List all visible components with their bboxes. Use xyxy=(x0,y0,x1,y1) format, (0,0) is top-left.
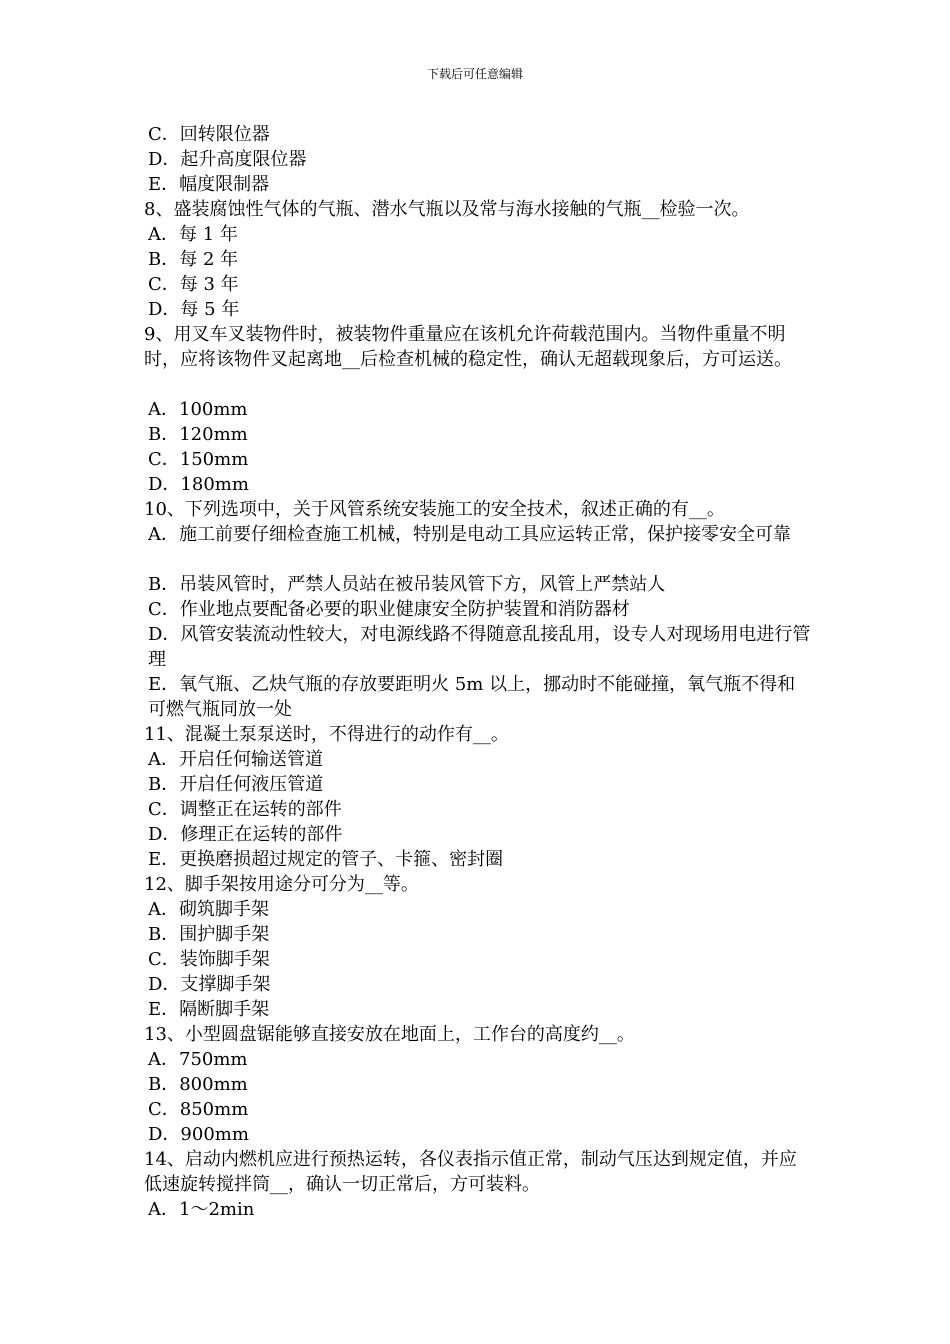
option-text: A．100mm xyxy=(148,399,248,420)
option-text: D．900mm xyxy=(148,1124,249,1145)
option-text: C．850mm xyxy=(148,1099,249,1120)
option-text: A．施工前要仔细检查施工机械，特别是电动工具应运转正常，保护接零安全可靠 xyxy=(148,524,791,545)
option-text: A．750mm xyxy=(148,1049,248,1070)
option-text: D．风管安装流动性较大，对电源线路不得随意乱接乱用，设专人对现场用电进行管理 xyxy=(148,624,811,670)
option-text: D．起升高度限位器 xyxy=(148,149,307,170)
option-text: A．砌筑脚手架 xyxy=(148,899,269,920)
option-text: D．180mm xyxy=(148,474,249,495)
option-text: C．调整正在运转的部件 xyxy=(148,799,342,820)
option-text: D．修理正在运转的部件 xyxy=(148,824,343,845)
option-text: B．120mm xyxy=(148,424,248,445)
option-text: D．支撑脚手架 xyxy=(148,974,271,995)
option-text: B．开启任何液压管道 xyxy=(148,774,324,795)
option-text: C．每 3 年 xyxy=(148,274,239,295)
question-text: 8、盛装腐蚀性气体的气瓶、潜水气瓶以及常与海水接触的气瓶__检验一次。 xyxy=(144,199,750,220)
option-text: B．吊装风管时，严禁人员站在被吊装风管下方，风管上严禁站人 xyxy=(148,574,666,595)
question-text: 9、用叉车叉装物件时，被装物件重量应在该机允许荷载范围内。当物件重量不明时，应将该物件叉起离地__后检查机械的稳定性，确认无超载现象后，方可运送。 xyxy=(144,324,792,370)
option-text: A．开启任何输送管道 xyxy=(148,749,323,770)
option-text: A．每 1 年 xyxy=(148,224,238,245)
option-text: E．氧气瓶、乙炔气瓶的存放要距明火 5m 以上，挪动时不能碰撞，氧气瓶不得和可燃气瓶同放一处 xyxy=(148,674,796,720)
question-text: 13、小型圆盘锯能够直接安放在地面上，工作台的高度约__。 xyxy=(144,1024,635,1045)
question-text: 14、启动内燃机应进行预热运转，各仪表指示值正常，制动气压达到规定值，并应低速旋转搅拌筒__，确认一切正常后，方可装料。 xyxy=(144,1149,797,1195)
option-text: B．800mm xyxy=(148,1074,248,1095)
option-text: B．每 2 年 xyxy=(148,249,239,270)
question-text: 12、脚手架按用途分可分为__等。 xyxy=(144,874,419,895)
question-text: 10、下列选项中，关于风管系统安装施工的安全技术，叙述正确的有__。 xyxy=(144,499,725,520)
question-text: 11、混凝土泵泵送时，不得进行的动作有__。 xyxy=(144,724,509,745)
option-text: E．更换磨损超过规定的管子、卡箍、密封圈 xyxy=(148,849,504,870)
option-text: D．每 5 年 xyxy=(148,299,240,320)
option-text: C．作业地点要配备必要的职业健康安全防护装置和消防器材 xyxy=(148,599,630,620)
option-text: C．回转限位器 xyxy=(148,124,270,145)
document-body xyxy=(144,122,812,1222)
option-text: C．150mm xyxy=(148,449,249,470)
option-text: E．幅度限制器 xyxy=(148,174,270,195)
page-header: 下载后可任意编辑 xyxy=(426,67,523,81)
option-text: B．围护脚手架 xyxy=(148,924,270,945)
option-text: A．1～2min xyxy=(148,1199,255,1220)
option-text: C．装饰脚手架 xyxy=(148,949,270,970)
option-text: E．隔断脚手架 xyxy=(148,999,270,1020)
